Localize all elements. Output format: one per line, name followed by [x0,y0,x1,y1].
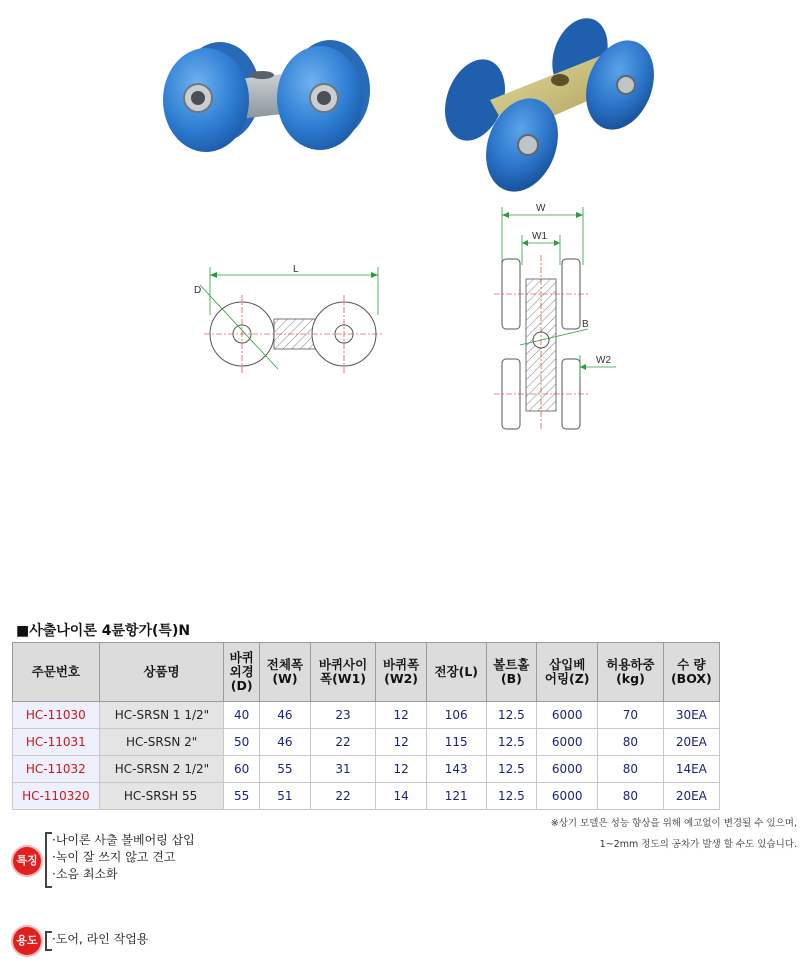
column-header-line: (D) [230,678,253,693]
column-header-line: (W) [272,671,298,686]
cell-d: 50 [224,729,260,756]
column-header-line: 삽입베 [549,657,586,672]
column-header [426,643,486,702]
column-header [537,643,598,702]
cell-code: HC-11032 [13,756,100,783]
column-header-line: (kg) [616,671,645,686]
cell-l: 121 [426,783,486,810]
column-header-line: 수 량 [677,657,706,672]
cell-b: 12.5 [486,702,537,729]
cell-w: 55 [260,756,311,783]
side-view-drawing [490,195,630,435]
column-header-line: 볼트홀 [493,657,530,672]
front-view-drawing [190,255,390,385]
column-header-line: 어링(Z) [544,671,590,686]
cell-w2: 12 [376,702,427,729]
cell-w1: 31 [310,756,376,783]
cell-b: 12.5 [486,783,537,810]
column-header [13,643,100,702]
feature-item: ·나이론 사출 볼베어링 삽입 [52,833,195,847]
column-header-line: 허용하중 [606,657,655,672]
cell-w2: 12 [376,756,427,783]
column-header [376,643,427,702]
column-header [663,643,719,702]
cell-d: 60 [224,756,260,783]
column-header-line: (BOX) [670,671,712,686]
cell-z: 6000 [537,783,598,810]
cell-kg: 80 [598,756,664,783]
cell-code: HC-11030 [13,702,100,729]
diameter-label: D [194,285,202,296]
column-header [310,643,376,702]
note-line: ※상기 모델은 성능 향상을 위해 예고없이 변경될 수 있으며, [550,818,797,829]
cell-w1: 22 [310,729,376,756]
features-list [52,832,195,883]
cell-box: 30EA [663,702,719,729]
cell-box: 20EA [663,729,719,756]
cell-w1: 22 [310,783,376,810]
column-header-line: 외경 [229,664,254,679]
usage-bracket [45,931,52,951]
length-label: L [293,264,299,275]
column-header-line: 전장(L) [434,664,478,679]
cell-name: HC-SRSN 2" [99,729,224,756]
wheel-width-label: W2 [596,355,611,366]
note-line: 1~2mm 정도의 공차가 발생 할 수도 있습니다. [599,839,797,850]
cell-d: 55 [224,783,260,810]
column-header-line: 바퀴 [229,650,254,665]
column-header-line: 바퀴폭 [382,657,420,672]
column-header-line: (B) [500,671,522,686]
column-header-line: 폭(W1) [320,671,366,686]
cell-w1: 23 [310,702,376,729]
cell-kg: 80 [598,783,664,810]
table-row [13,702,720,729]
table-row [13,756,720,783]
column-header-line: 주문번호 [31,664,80,679]
usage-list [52,931,148,948]
cell-d: 40 [224,702,260,729]
cell-w: 46 [260,702,311,729]
column-header [99,643,224,702]
cell-w: 46 [260,729,311,756]
column-header-line: (W2) [384,671,419,686]
column-header-line: 전체폭 [266,657,304,672]
cell-b: 12.5 [486,729,537,756]
cell-l: 106 [426,702,486,729]
cell-code: HC-110320 [13,783,100,810]
features-bracket [45,832,52,888]
cell-name: HC-SRSH 55 [99,783,224,810]
feature-item: ·녹이 잘 쓰지 않고 견고 [52,850,176,864]
cell-l: 115 [426,729,486,756]
column-header-line: 바퀴사이 [318,657,368,672]
section-title: ■사출나이론 4륜항가(특)N [16,623,191,639]
cell-z: 6000 [537,702,598,729]
inner-width-label: W1 [532,231,547,242]
cell-w2: 14 [376,783,427,810]
table-row [13,783,720,810]
cell-kg: 80 [598,729,664,756]
product-photo-front [150,30,390,170]
width-label: W [536,203,546,214]
features-badge: 특징 [13,847,41,875]
cell-z: 6000 [537,756,598,783]
column-header [260,643,311,702]
column-header-line: 상품명 [143,664,180,679]
column-header [598,643,664,702]
usage-item: ·도어, 라인 작업용 [52,932,149,946]
cell-z: 6000 [537,729,598,756]
cell-name: HC-SRSN 2 1/2" [99,756,224,783]
cell-b: 12.5 [486,756,537,783]
cell-box: 20EA [663,783,719,810]
feature-item: ·소음 최소화 [52,867,118,881]
cell-w2: 12 [376,729,427,756]
table-row [13,729,720,756]
cell-l: 143 [426,756,486,783]
cell-w: 51 [260,783,311,810]
cell-name: HC-SRSN 1 1/2" [99,702,224,729]
cell-kg: 70 [598,702,664,729]
usage-badge: 용도 [13,927,41,955]
cell-box: 14EA [663,756,719,783]
column-header [224,643,260,702]
spec-table [12,642,720,810]
table-header-row [13,643,720,702]
disclaimer-notes [551,813,797,855]
table-body [13,702,720,810]
bolt-label: B [582,319,589,330]
column-header [486,643,537,702]
product-photo-angled [440,5,670,195]
cell-code: HC-11031 [13,729,100,756]
